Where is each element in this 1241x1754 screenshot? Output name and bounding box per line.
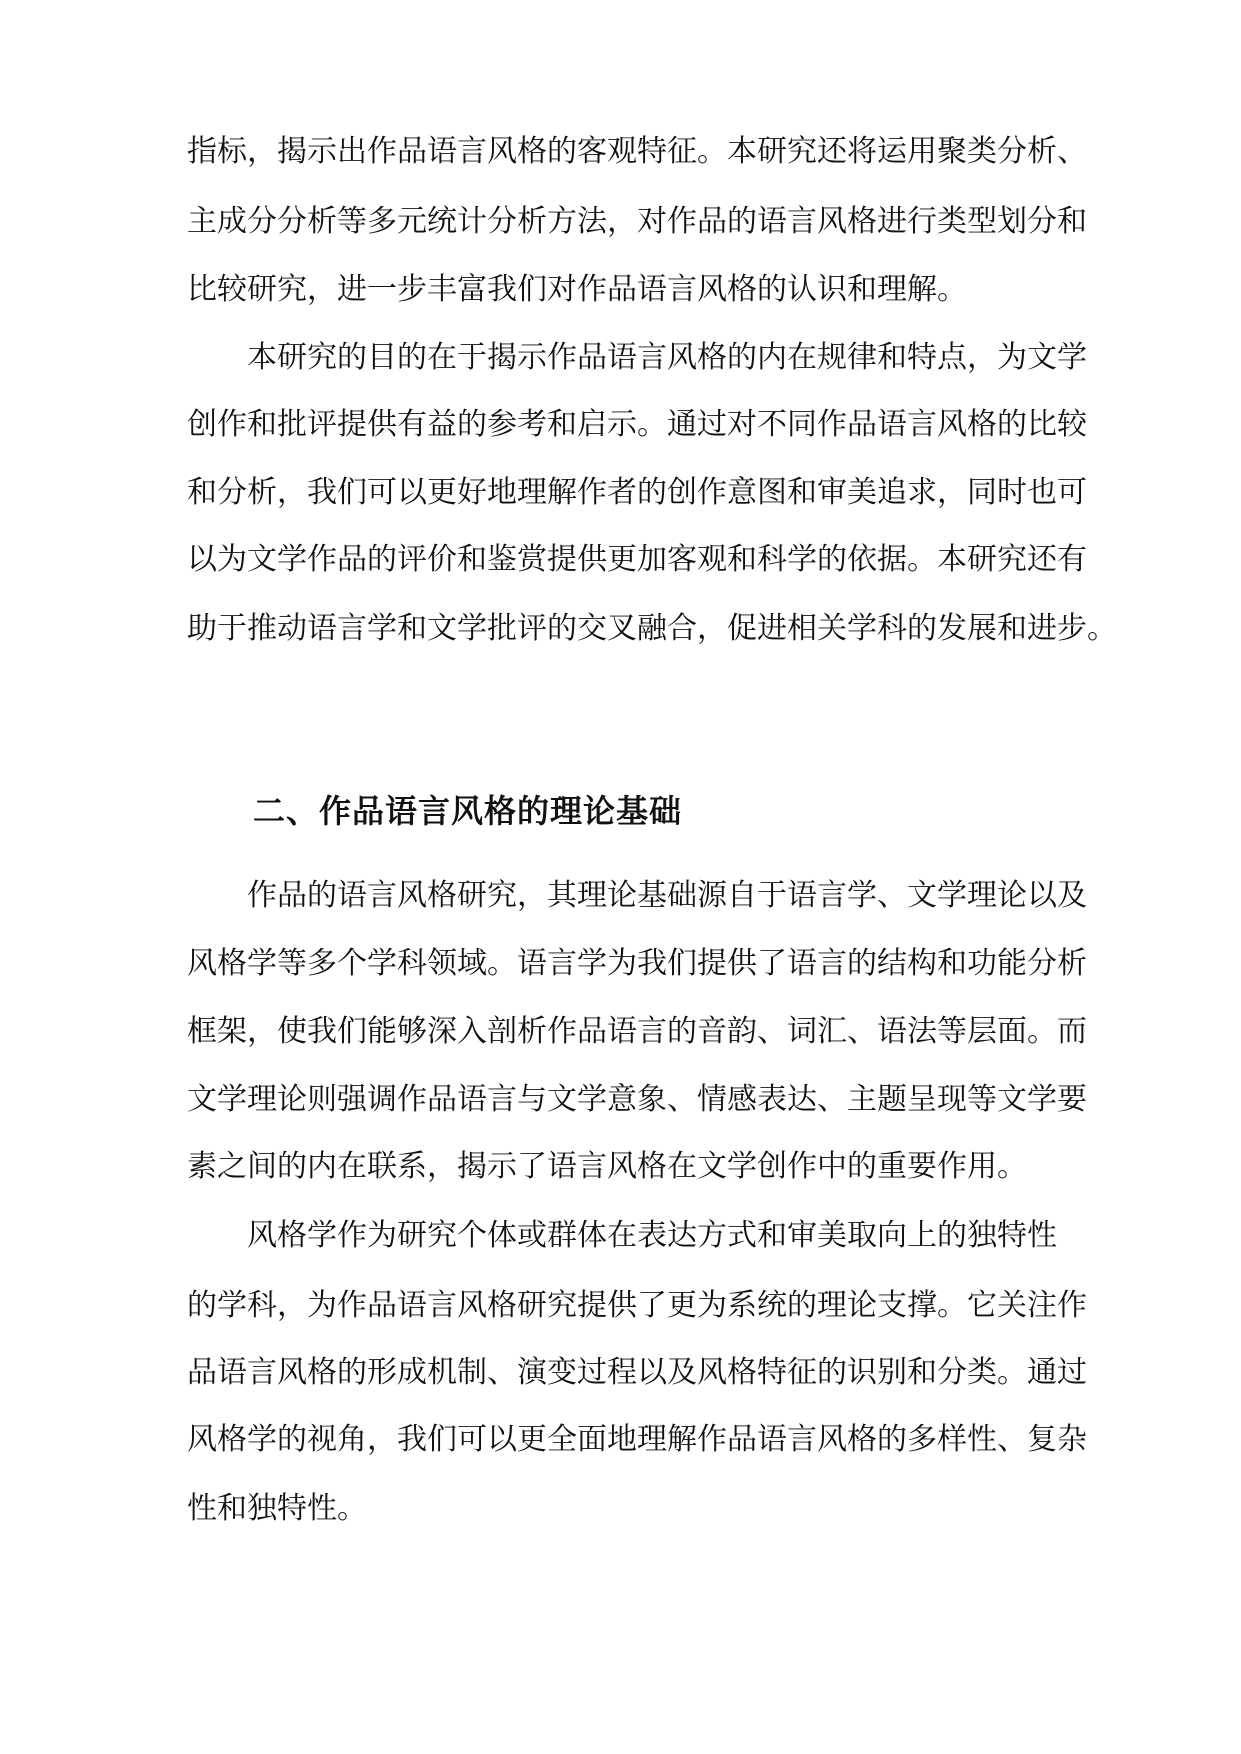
paragraph-2-line-1: 本研究的目的在于揭示作品语言风格的内在规律和特点，为文学: [247, 340, 1087, 375]
paragraph-4-line-1: 风格学作为研究个体或群体在表达方式和审美取向上的独特性: [247, 1218, 1057, 1253]
paragraph-4-line-5: 性和独特性。: [187, 1491, 367, 1526]
paragraph-2-line-4: 以为文学作品的评价和鉴赏提供更加客观和科学的依据。本研究还有: [187, 542, 1087, 577]
paragraph-2-line-3: 和分析，我们可以更好地理解作者的创作意图和审美追求，同时也可: [187, 475, 1087, 510]
paragraph-4-line-4: 风格学的视角，我们可以更全面地理解作品语言风格的多样性、复杂: [187, 1422, 1087, 1457]
section-heading: 二、作品语言风格的理论基础: [253, 792, 683, 830]
paragraph-1-line-3: 比较研究，进一步丰富我们对作品语言风格的认识和理解。: [187, 272, 967, 307]
paragraph-3-line-3: 框架，使我们能够深入剖析作品语言的音韵、词汇、语法等层面。而: [187, 1014, 1087, 1049]
paragraph-3-line-1: 作品的语言风格研究，其理论基础源自于语言学、文学理论以及: [247, 878, 1087, 913]
paragraph-1-line-1: 指标，揭示出作品语言风格的客观特征。本研究还将运用聚类分析、: [187, 134, 1087, 169]
paragraph-1-line-2: 主成分分析等多元统计分析方法，对作品的语言风格进行类型划分和: [187, 204, 1087, 239]
paragraph-4-line-3: 品语言风格的形成机制、演变过程以及风格特征的识别和分类。通过: [187, 1355, 1087, 1390]
paragraph-2-line-2: 创作和批评提供有益的参考和启示。通过对不同作品语言风格的比较: [187, 407, 1087, 442]
paragraph-3-line-2: 风格学等多个学科领域。语言学为我们提供了语言的结构和功能分析: [187, 946, 1087, 981]
paragraph-2-line-5: 助于推动语言学和文学批评的交叉融合，促进相关学科的发展和进步。: [187, 611, 1117, 646]
paragraph-3-line-5: 素之间的内在联系，揭示了语言风格在文学创作中的重要作用。: [187, 1149, 1027, 1184]
paragraph-3-line-4: 文学理论则强调作品语言与文学意象、情感表达、主题呈现等文学要: [187, 1082, 1087, 1117]
paragraph-4-line-2: 的学科，为作品语言风格研究提供了更为系统的理论支撑。它关注作: [187, 1288, 1087, 1323]
